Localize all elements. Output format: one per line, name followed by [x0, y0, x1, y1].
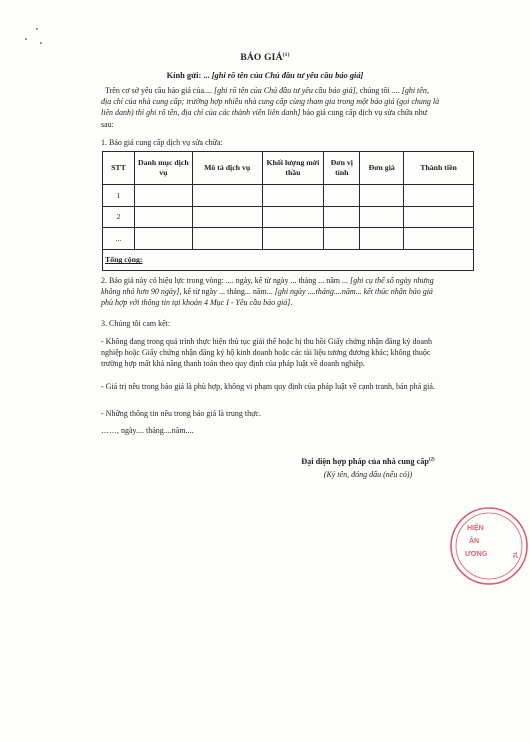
section-3-heading: 3. Chúng tôi cam kết: [101, 319, 171, 328]
scan-specks [22, 26, 52, 48]
header-unit-price: Đơn giá [360, 152, 404, 185]
validity-paragraph: 2. Báo giá này có hiệu lực trong vòng: .... ngày, kể từ ngày ... tháng ... năm ... [ghi cụ thể số ngày nhưng không nhỏ hơn 90 ngày], kể từ ngày ... tháng... năm... [ghi ngày ....tháng....năm... kết thúc nhận báo giá phù hợp với thông tin tại khoản 4 Mục I - Yêu cầu báo giá]. [101, 276, 434, 308]
company-seal-stamp [443, 500, 530, 592]
header-unit: Đơn vị tính [324, 152, 360, 185]
stamp-line-3: ƯƠNG [465, 551, 488, 558]
row-number: 2 [103, 206, 135, 228]
table-row [103, 206, 474, 228]
header-service-category: Danh mục dịch vụ [134, 152, 192, 185]
header-quantity: Khối lượng mời thầu [262, 152, 324, 185]
section-1-heading: 1. Báo giá cung cấp dịch vụ sửa chữa: [101, 138, 223, 147]
quote-table [102, 151, 474, 271]
stamp-line-1: HIỆN [467, 525, 484, 532]
commitment-1: - Không đang trong quá trình thực hiện thủ tục giải thể hoặc bị thu hồi Giấy chứng nhận đăng ký doanh nghiệp hoặc Giấy chứng nhận đăng ký hộ kinh doanh hoặc các tài liệu tương đương khác; không thuộc trường hợp mất khả năng thanh toán theo quy định của pháp luật về doanh nghiệp. [101, 337, 433, 369]
signature-note: (Ký tên, đóng dấu (nếu có)) [323, 470, 413, 479]
header-service-description: Mô tả dịch vụ [192, 152, 262, 185]
commitment-2: - Giá trị nêu trong báo giá là phù hợp, không vi phạm quy định của pháp luật về cạnh tranh, bán phá giá. [101, 382, 435, 391]
signature-footnote: (2) [428, 457, 435, 463]
row-number: 1 [103, 185, 135, 207]
intro-paragraph: Trên cơ sở yêu cầu báo giá của.... [ghi rõ tên của Chủ đầu tư yêu cầu báo giá], chúng tôi .... [ghi tên, địa chỉ của nhà cung cấp; trường hợp nhiều nhà cung cấp cùng tham gia trong một báo giá (gọi chung là liên danh) thì ghi rõ tên, địa chỉ của các thành viên liên danh] báo giá cung cấp dịch vụ sửa chữa như sau: [101, 86, 440, 129]
row-number: ... [103, 228, 135, 250]
total-label: Tổng cộng: [103, 249, 474, 271]
header-amount: Thành tiền [404, 152, 474, 185]
table-row [103, 228, 474, 250]
commitment-3: - Những thông tin nêu trong báo giá là trung thực. [101, 409, 261, 418]
stamp-line-4: TẾ [511, 552, 517, 559]
date-line: ……, ngày.... tháng....năm.... [101, 426, 194, 435]
recipient-line: Kính gửi: ... [ghi rõ tên của Chủ đầu tư yêu cầu báo giá] [166, 71, 364, 80]
table-row [103, 185, 474, 207]
document-title: BÁO GIÁ$^{(1)}$ [240, 52, 290, 64]
title-footnote: (1) [282, 52, 290, 58]
table-header-row [103, 152, 474, 185]
stamp-line-2: ÂN [469, 538, 480, 545]
signature-title: Đại diện hợp pháp của nhà cung cấp$^{(2)}$ [301, 457, 435, 466]
header-stt: STT [103, 152, 135, 185]
total-row [103, 249, 474, 271]
